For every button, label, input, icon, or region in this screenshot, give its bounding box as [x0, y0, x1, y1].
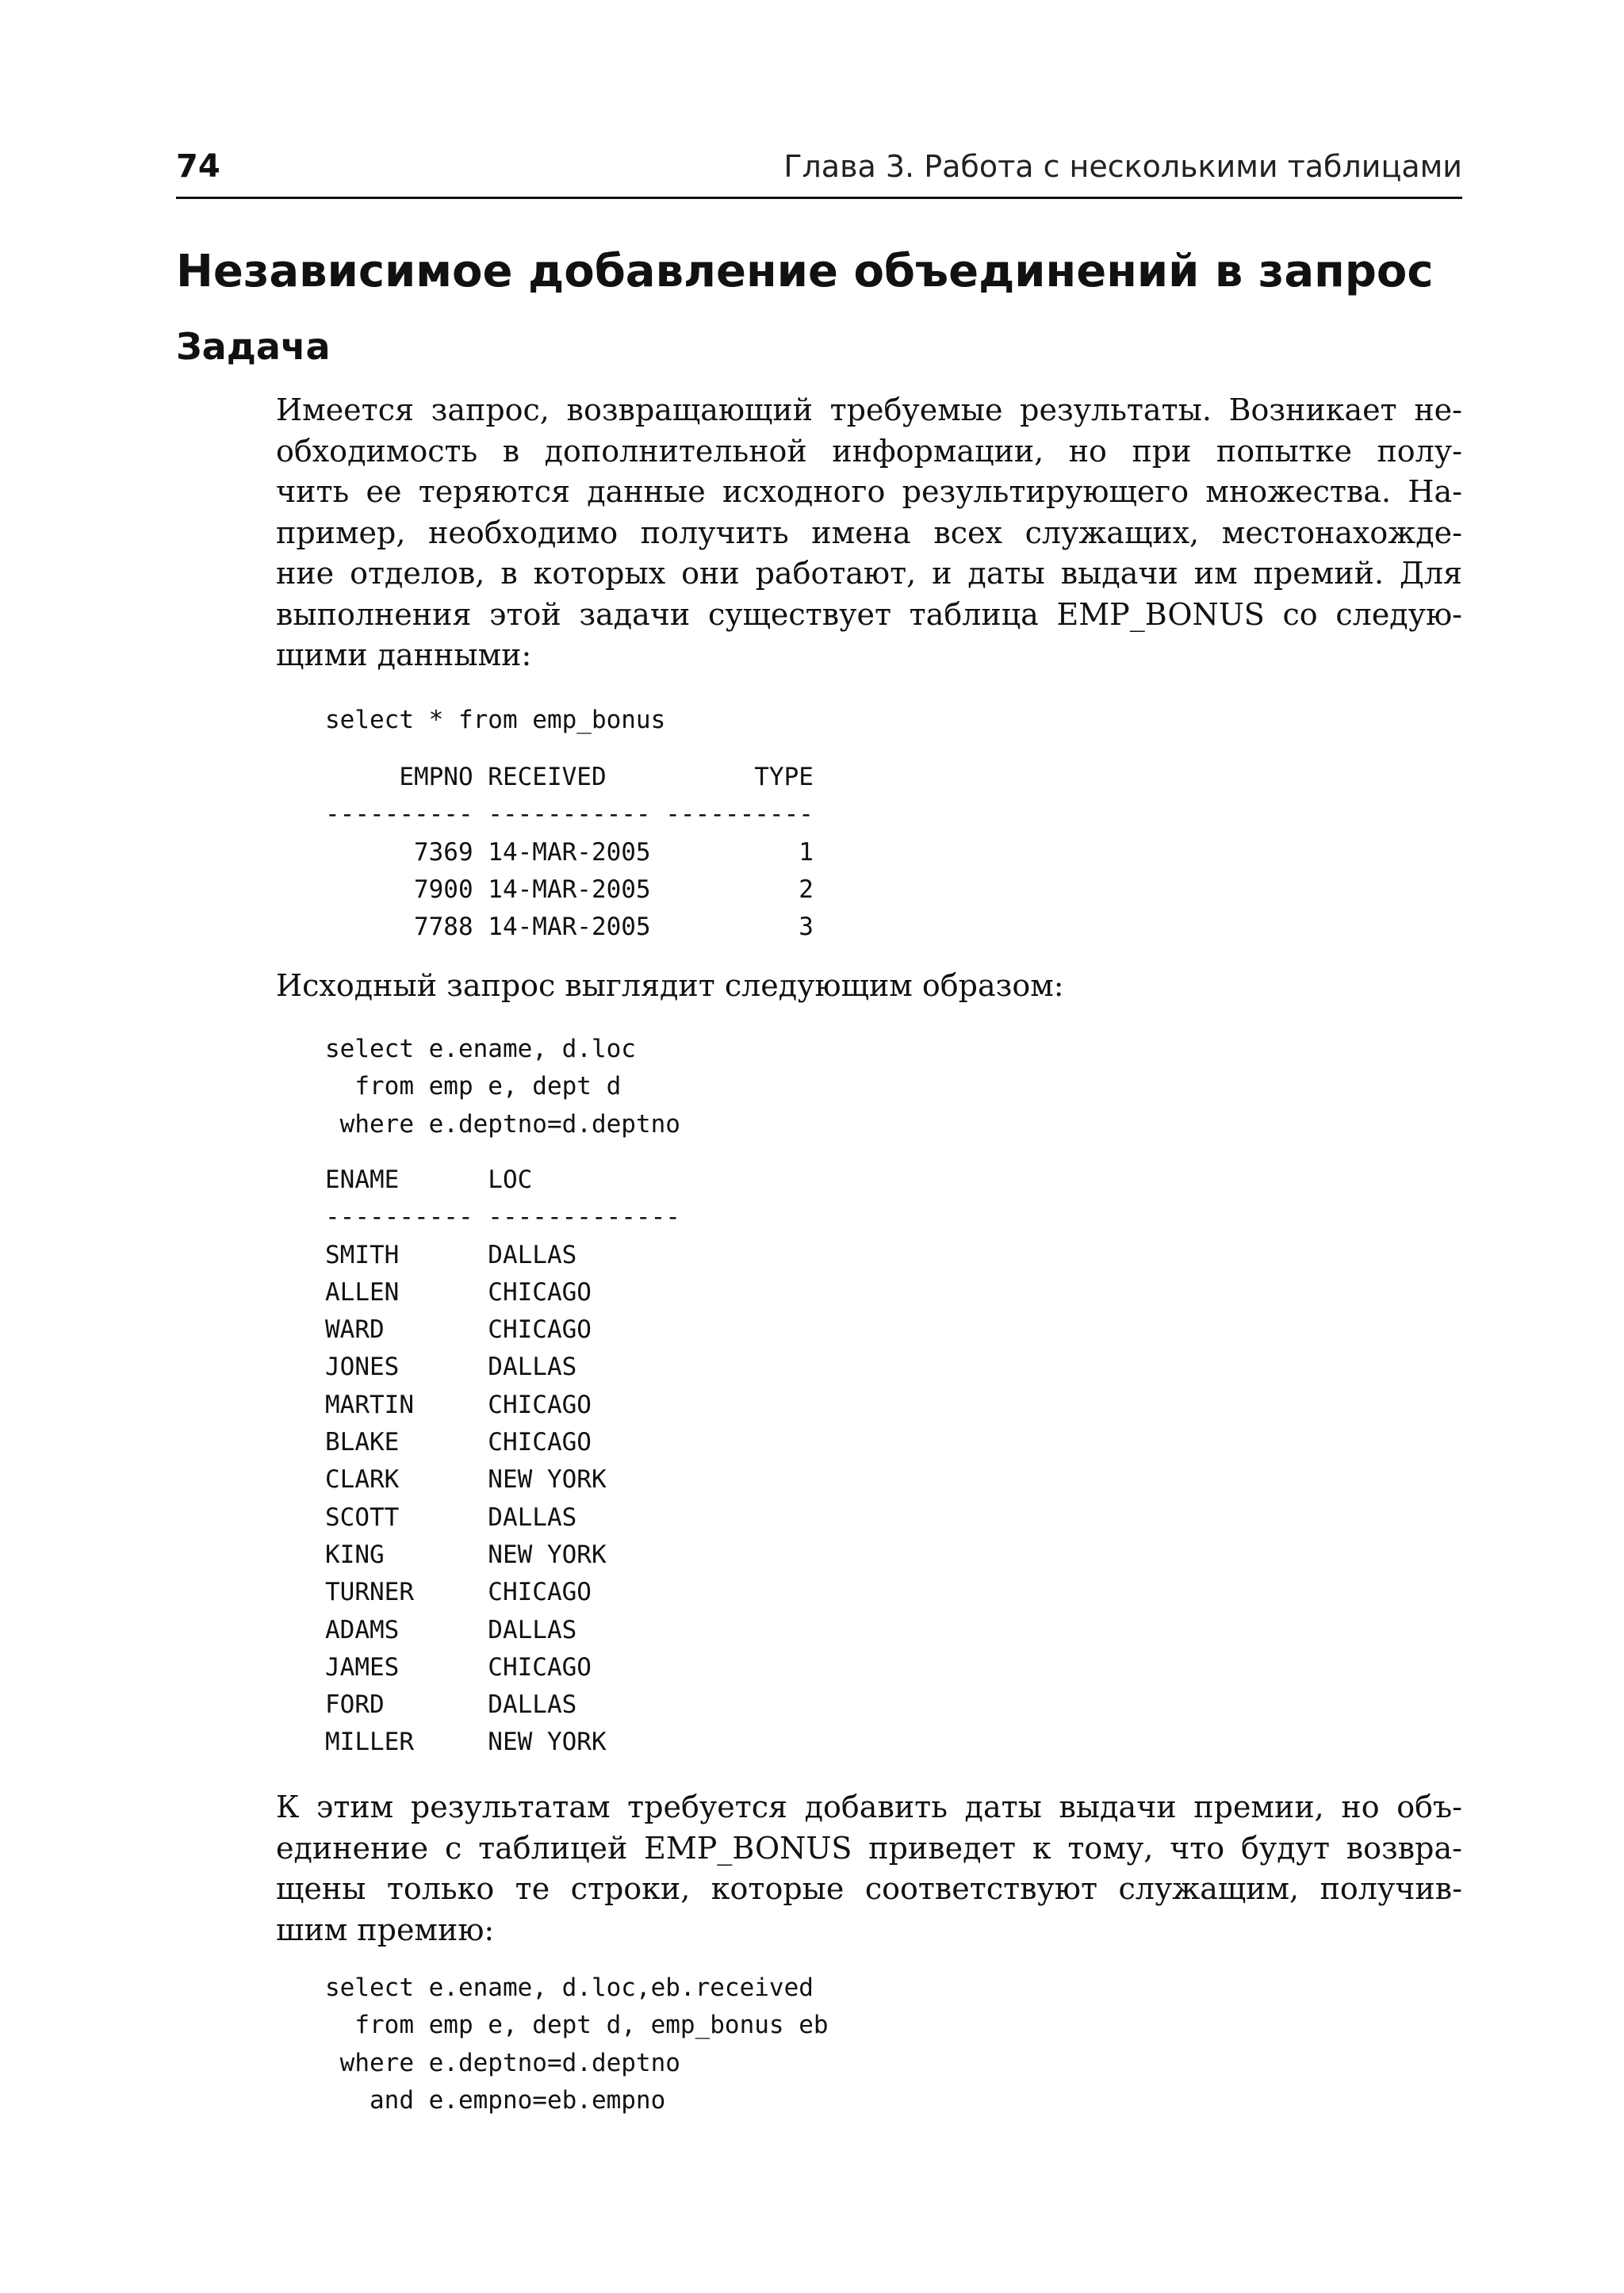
paragraph-join-problem: [276, 1787, 1462, 1950]
table-header: EMPNO RECEIVED TYPE: [325, 763, 814, 791]
table-row: FORD DALLAS: [325, 1690, 577, 1720]
code-select-emp-bonus: select * from emp_bonus: [325, 706, 666, 734]
table-row: SCOTT DALLAS: [325, 1503, 577, 1532]
paragraph-line: обходимость в дополнительной информации, но при попытке полу-: [276, 433, 1462, 469]
paragraph-line: Исходный запрос выглядит следующим образом:: [276, 968, 1064, 1003]
paragraph-line: К этим результатам требуется добавить даты выдачи премии, но объ-: [276, 1790, 1462, 1824]
table-row: JONES DALLAS: [325, 1353, 577, 1382]
subsection-title: Задача: [176, 325, 331, 368]
running-head: Глава 3. Работа с несколькими таблицами: [783, 149, 1462, 184]
paragraph-original-query: [276, 966, 1462, 1007]
table-row: 7369 14-MAR-2005 1: [325, 837, 814, 867]
table-row: TURNER CHICAGO: [325, 1578, 592, 1607]
paragraph-line: щены только те строки, которые соответствуют служащим, получив-: [276, 1871, 1462, 1906]
paragraph-line: чить ее теряются данные исходного результирующего множества. На-: [276, 474, 1462, 509]
table-separator: ---------- -------------: [325, 1203, 680, 1232]
paragraph-line: единение с таблицей EMP_BONUS приведет к тому, что будут возвра-: [276, 1830, 1462, 1866]
page-number: 74: [176, 148, 220, 185]
paragraph-line: Имеется запрос, возвращающий требуемые результаты. Возникает не-: [276, 392, 1462, 427]
table-header: ENAME LOC: [325, 1166, 533, 1194]
page-header: [176, 147, 1462, 199]
table-row: MARTIN CHICAGO: [325, 1390, 592, 1419]
table-row: BLAKE CHICAGO: [325, 1428, 592, 1457]
table-row: 7788 14-MAR-2005 3: [325, 913, 814, 942]
table-row: ALLEN CHICAGO: [325, 1277, 592, 1307]
code-line: from emp e, dept d, emp_bonus eb: [325, 2011, 829, 2040]
paragraph-line: ние отделов, в которых они работают, и даты выдачи им премий. Для: [276, 556, 1462, 591]
code-join-emp-bonus: [325, 1970, 829, 2119]
table-row: CLARK NEW YORK: [325, 1465, 607, 1495]
table-row: 7900 14-MAR-2005 2: [325, 875, 814, 904]
code-line: select e.ename, d.loc: [325, 1035, 636, 1063]
paragraph-line: выполнения этой задачи существует таблица EMP_BONUS со следую-: [276, 596, 1462, 632]
code-line: where e.deptno=d.deptno: [325, 2048, 680, 2077]
result-table-ename-loc: [325, 1162, 680, 1762]
code-original-query: [325, 1031, 680, 1143]
table-row: MILLER NEW YORK: [325, 1728, 607, 1757]
table-row: SMITH DALLAS: [325, 1240, 577, 1269]
table-row: KING NEW YORK: [325, 1540, 607, 1569]
paragraph-line: щими данными:: [276, 637, 532, 672]
section-title: Независимое добавление объединений в запрос: [176, 246, 1434, 297]
paragraph-line: шим премию:: [276, 1912, 495, 1947]
paragraph-line: пример, необходимо получить имена всех служащих, местонахожде-: [276, 515, 1462, 550]
result-table-emp-bonus: [325, 759, 814, 946]
table-row: WARD CHICAGO: [325, 1315, 592, 1345]
table-separator: ---------- ----------- ----------: [325, 800, 814, 829]
code-line: from emp e, dept d: [325, 1072, 622, 1101]
table-row: ADAMS DALLAS: [325, 1615, 577, 1644]
code-line: where e.deptno=d.deptno: [325, 1109, 680, 1139]
code-line: and e.empno=eb.empno: [325, 2085, 666, 2115]
paragraph-task: [276, 390, 1462, 676]
code-line: select e.ename, d.loc,eb.received: [325, 1973, 814, 2002]
table-row: JAMES CHICAGO: [325, 1652, 592, 1682]
